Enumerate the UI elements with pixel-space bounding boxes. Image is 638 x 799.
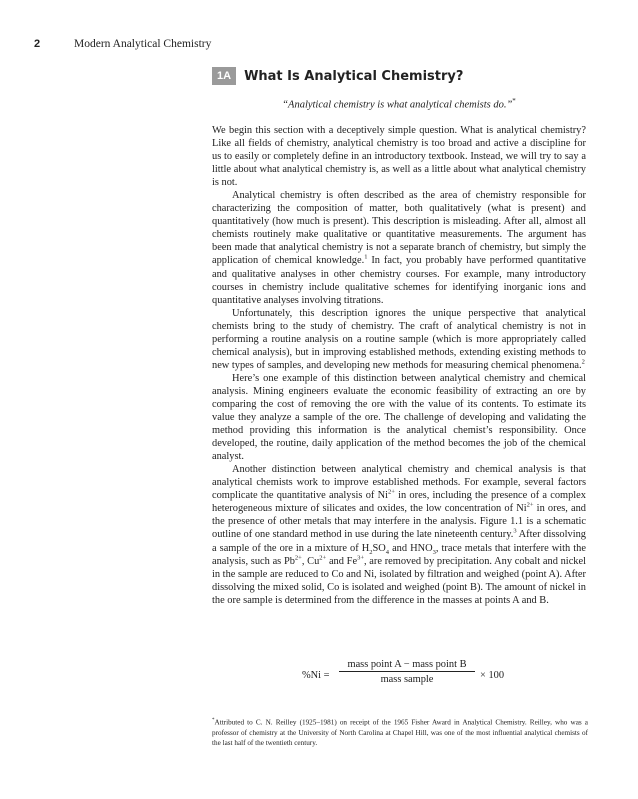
p5-seg: , trace metals that interfere with the analysis, such as Pb: [212, 542, 586, 567]
nickel-equation: [212, 659, 586, 693]
p5-seg: Another distinction between analytical chemistry and chemical analysis is that analytical chemists work to improve established methods. For example, several factors complicate the quantitative analysis of Ni: [212, 464, 586, 502]
page-number: 2: [34, 38, 41, 50]
equation-fraction: [339, 659, 475, 685]
paragraph-5: [212, 463, 586, 607]
charge: 2+: [319, 554, 327, 562]
equation-denominator: mass sample: [380, 674, 434, 685]
equation-numerator: mass point A − mass point B: [339, 659, 475, 672]
equation-lhs: %Ni =: [302, 670, 330, 681]
charge: 2+: [294, 554, 302, 562]
paragraph-4: Here’s one example of this distinction between analytical chemistry and chemical analysis. Mining engineers evaluate the economic feasibility of extracting an ore by comparing the cost of removing the ore with the value of its contents. To estimate its value they analyze a sample of the ore. The challenge of developing and validating the method providing this information is the analytical chemist’s responsibility. Once developed, the routine, daily application of the method becomes the job of the chemical analyst.: [212, 372, 586, 463]
reference-3: 3: [513, 527, 517, 535]
subscript: 2: [369, 548, 373, 556]
charge: 3+: [357, 554, 364, 562]
quote-text: “Analytical chemistry is what analytical chemists do.”: [282, 99, 513, 111]
reference-1: 1: [364, 254, 368, 261]
quote-footnote-mark: *: [512, 97, 516, 105]
subscript: 4: [385, 548, 390, 556]
section-title: What Is Analytical Chemistry?: [244, 68, 464, 84]
paragraph-2-part-b: In fact, you probably have performed quantitative and qualitative analyses in other chemistry courses. For example, many introductory courses in chemistry include qualitative schemes for identifying inorganic ions and quantitative analyses involving titrations.: [212, 255, 586, 306]
paragraph-3: [212, 307, 586, 372]
footnote-text: Attributed to C. N. Reilley (1925–1981) on receipt of the 1965 Fisher Award in Analytical Chemistry. Reilley, who was a professor of chemistry at the University of North Carolina at Chapel Hill, was one of the most influential analytical chemists of the last half of the twentieth century.: [212, 718, 588, 747]
p5-seg: SO: [372, 542, 386, 554]
charge: 2+: [387, 488, 395, 496]
subscript: 3: [432, 548, 436, 556]
paragraph-3-text: Unfortunately, this description ignores the unique perspective that analytical chemists bring to the study of chemistry. The craft of analytical chemistry is not in performing a routine analysis on a routine sample (which is more appropriately called chemical analysis), but in improving established methods, extending existing methods to new types of samples, and developing new methods for measuring chemical phenomena.: [212, 307, 586, 371]
paragraph-1: We begin this section with a deceptively simple question. What is analytical chemistry? Like all fields of chemistry, analytical chemistry is too broad and active a discipline for us to easily or completely define in an introductory textbook. Instead, we will try to say a little about what analytical chemistry is, as well as a little about what analytical chemistry is not.: [212, 125, 586, 189]
p5-seg: , are removed by precipitation. Any cobalt and nickel in the sample are reduced to Co and Ni, isolated by filtration and weighed (point A). After dissolving the mixed solid, Co is isolated and weighed (point B). The amount of nickel in the ore sample is determined from the difference in the masses at points A and B.: [212, 555, 586, 606]
paragraph-2: [212, 189, 586, 306]
p5-seg: , Cu: [301, 555, 320, 567]
p5-seg: and Fe: [326, 555, 358, 567]
p5-seg: After dissolving a sample of the ore in a mixture of H: [212, 529, 586, 554]
p5-seg: and HNO: [389, 542, 433, 554]
body-text: [212, 124, 586, 607]
charge: 2+: [526, 501, 534, 509]
equation-multiplier: × 100: [480, 670, 505, 681]
footnote-mark: *: [212, 718, 215, 723]
p5-seg: in ores, including the presence of a complex heterogeneous mixture of silicates and oxides, the low concentration of Ni: [212, 490, 586, 515]
running-title: Modern Analytical Chemistry: [74, 38, 212, 50]
section-heading: [212, 67, 463, 85]
paragraph-2-part-a: Analytical chemistry is often described as the area of chemistry responsible for characterizing the composition of matter, both qualitatively (what is present) and quantitatively (how much is present). This description is misleading. After all, almost all chemists routinely make qualitative or quantitative measurements. The argument has been made that analytical chemistry is not a separate branch of chemistry, but simply the application of chemical knowledge.: [212, 190, 586, 267]
epigraph-quote: [212, 97, 586, 111]
footnote: [212, 716, 588, 748]
reference-2: 2: [581, 358, 585, 366]
p5-seg: in ores, and the presence of other metals that may interfere in the analysis. Figure 1.1 is a schematic outline of one standard method in use during the late nineteenth century.: [212, 503, 586, 541]
section-badge: 1A: [212, 67, 236, 85]
